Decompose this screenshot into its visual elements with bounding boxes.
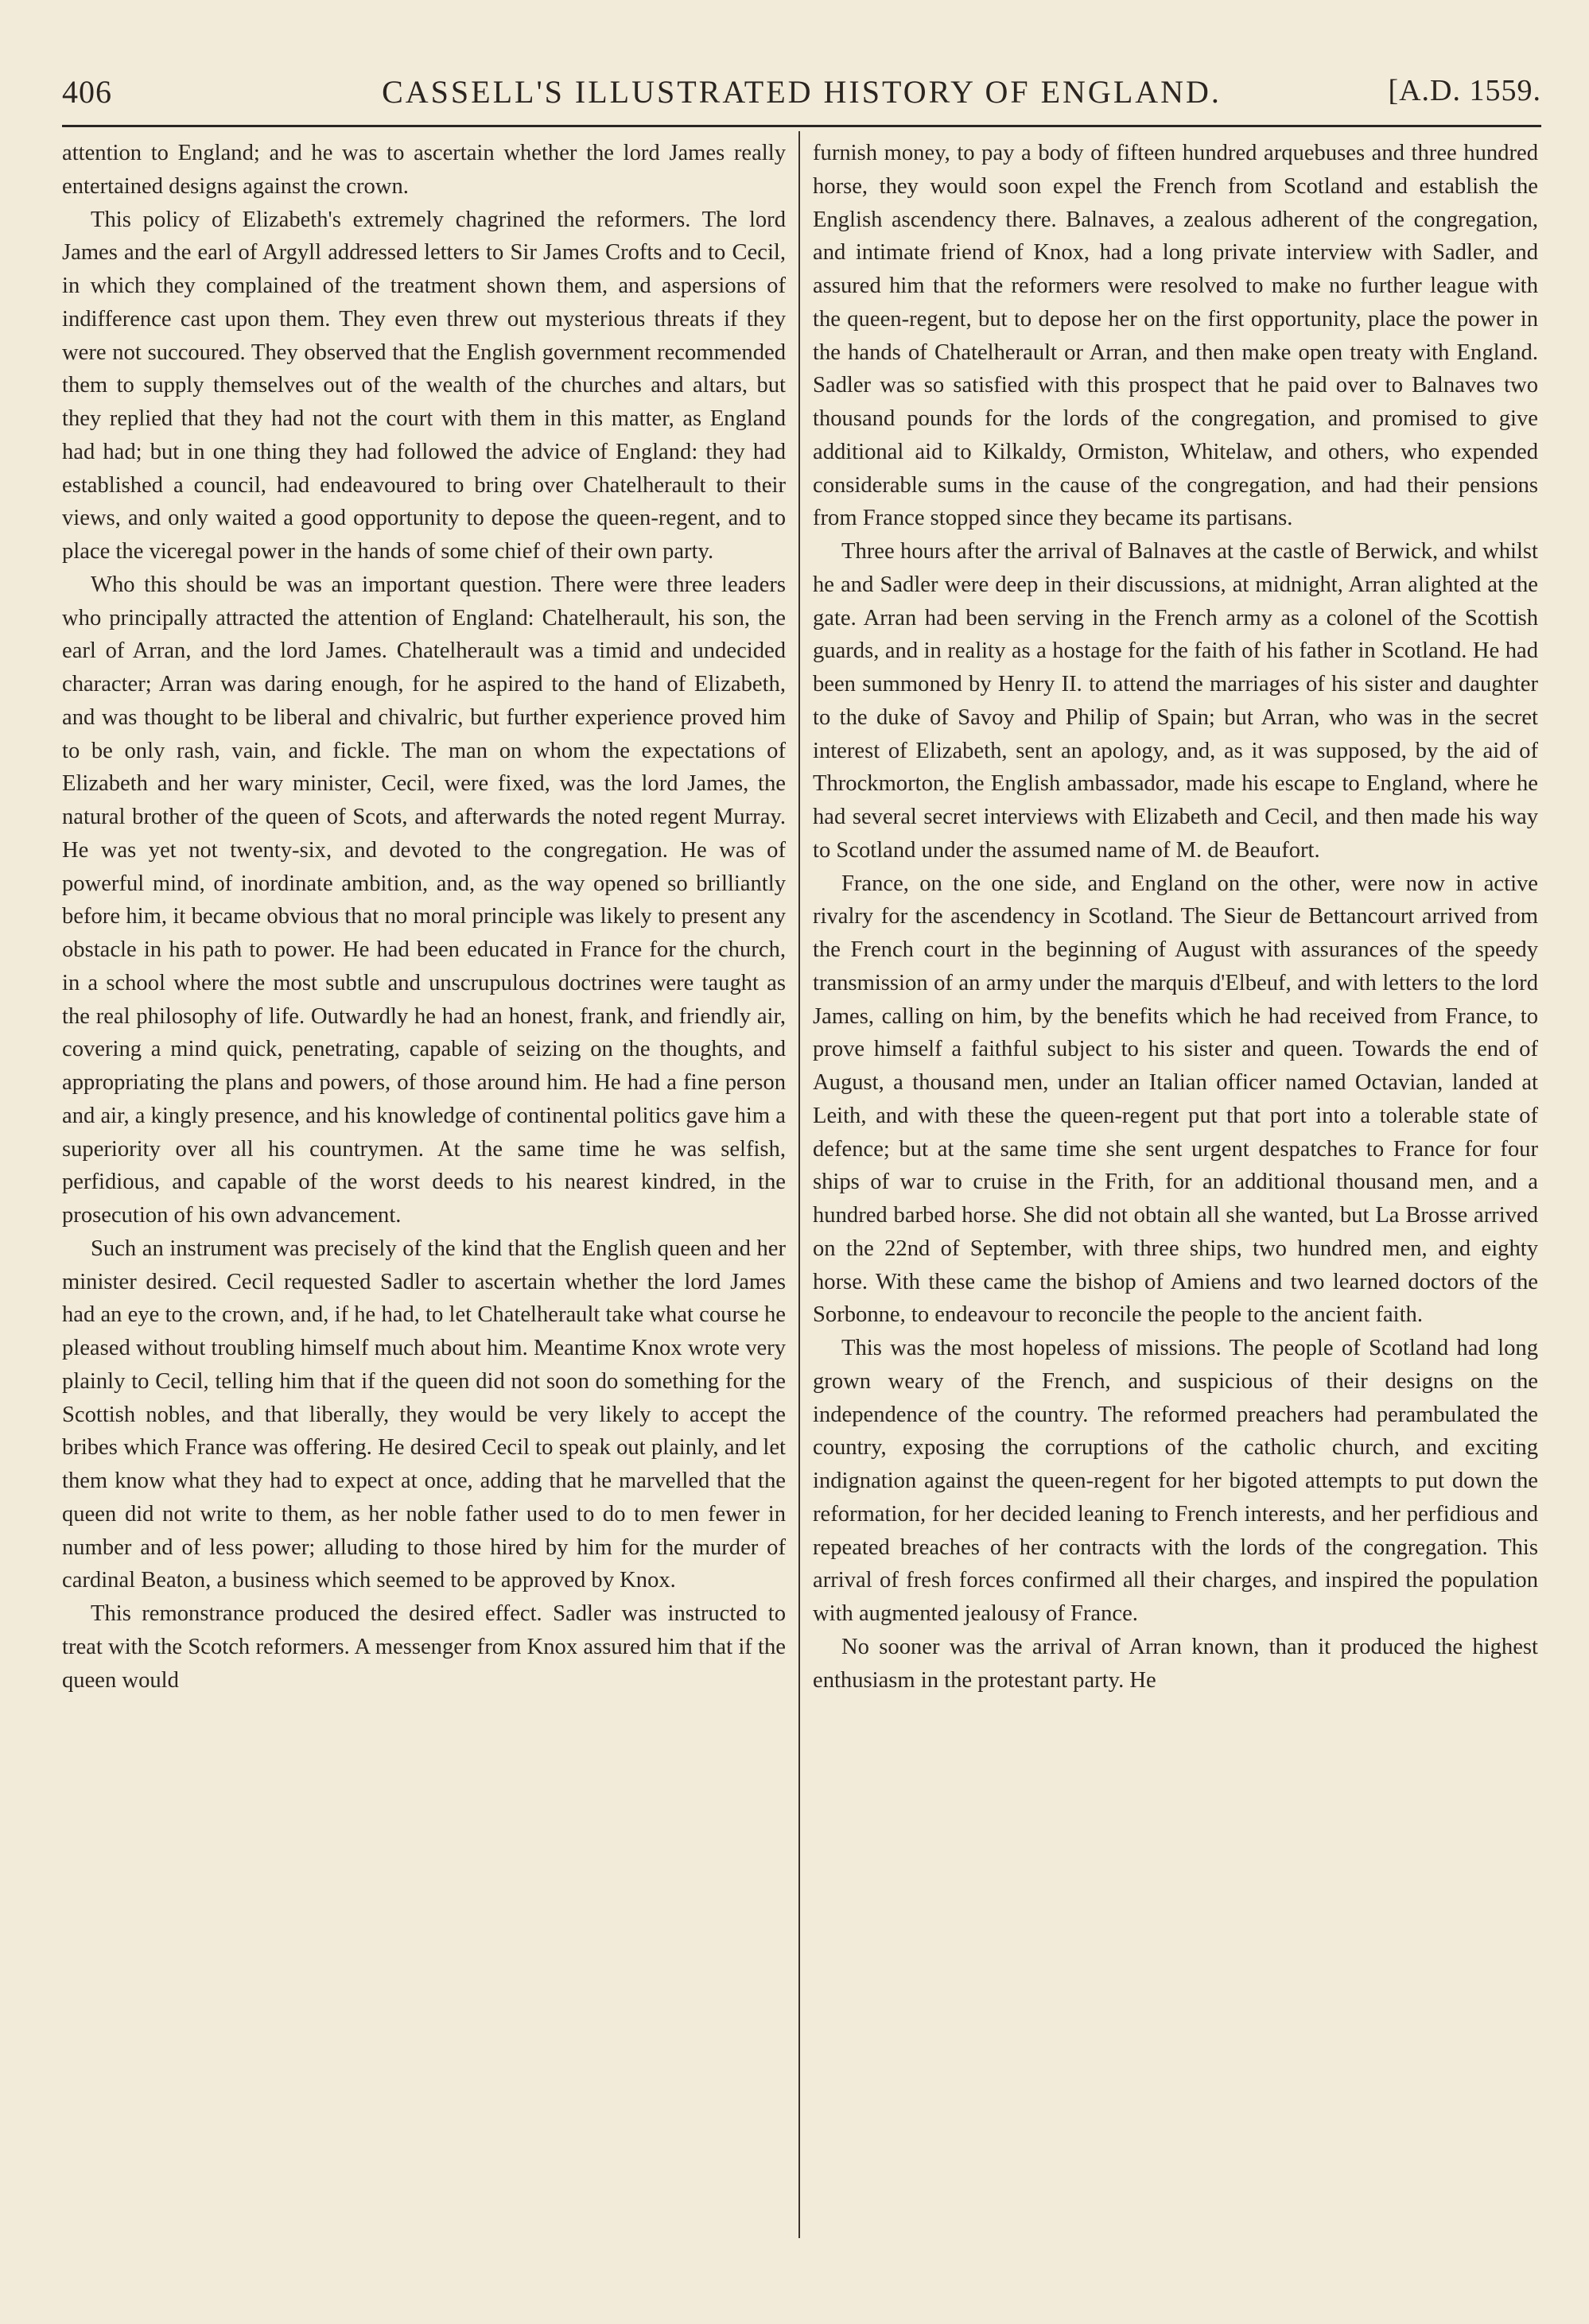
paragraph: Such an instrument was precisely of the kind that the English queen and her minister desired. Cecil requested Sadler to ascertain whether the lord James had an eye to the crown, and, if he had, to let Chatelherault take what course he pleased without troubling himself much about him. Meantime Knox wrote very plainly to Cecil, telling him that if the queen did not soon do something for the Scottish nobles, and that liberally, they would be very likely to accept the bribes which France was offering. He desired Cecil to speak out plainly, and let them know what they had to expect at once, adding that he marvelled that the queen did not write to them, as her noble father used to do to men fewer in number and of less power; alluding to those hired by him for the murder of cardinal Beaton, a business which seemed to be approved by Knox. — [62, 1236, 786, 1593]
book-title: CASSELL'S ILLUSTRATED HISTORY OF ENGLAND. — [382, 74, 1222, 110]
running-header — [62, 73, 1541, 121]
page-number: 406 — [62, 74, 112, 110]
paragraph: This was the most hopeless of missions. The people of Scotland had long grown weary of the French, and suspicious of their designs on the independence of the country. The reformed preachers had perambulated the country, exposing the corruptions of the catholic church, and exciting indignation against the queen-regent for her bigoted attempts to put down the reformation, for her decided leaning to French interests, and her perfidious and repeated breaches of her contracts with the lords of the congregation. This arrival of fresh forces confirmed all their charges, and inspired the population with augmented jealousy of France. — [813, 1336, 1538, 1626]
header-date: [A.D. 1559. — [1388, 74, 1541, 107]
paragraph: Who this should be was an important question. There were three leaders who principally attracted the attention of England: Chatelherault, his son, the earl of Arran, and the lord James. Chatelherault was a timid and undecided character; Arran was daring enough, for he aspired to the hand of Elizabeth, and was thought to be liberal and chivalric, but further experience proved him to be only rash, vain, and fickle. The man on whom the expectations of Elizabeth and her wary minister, Cecil, were fixed, was the lord James, the natural brother of the queen of Scots, and afterwards the noted regent Murray. He was yet not twenty-six, and devoted to the congregation. He was of powerful mind, of inordinate ambition, and, as the way opened so brilliantly before him, it became obvious that no moral principle was likely to present any obstacle in his path to power. He had been educated in France for the church, in a school where the most subtle and unscrupulous doctrines were taught as the real philosophy of life. Outwardly he had an honest, frank, and friendly air, covering a mind quick, penetrating, capable of seizing on the thoughts, and appropriating the plans and powers, of those around him. He had a fine person and air, a kingly presence, and his knowledge of continental politics gave him a superiority over all his countrymen. At the same time he was selfish, perfidious, and capable of the worst deeds to his nearest kindred, in the prosecution of his own advancement. — [62, 572, 786, 1228]
paragraph: France, on the one side, and England on the other, were now in active rivalry for the ascendency in Scotland. The Sieur de Bettancourt arrived from the French court in the beginning of August with assurances of the speedy transmission of an army under the marquis d'Elbeuf, and with letters to the lord James, calling on him, by the benefits which he had received from France, to prove himself a faithful subject to his sister and queen. Towards the end of August, a thousand men, under an Italian officer named Octavian, landed at Leith, and with these the queen-regent put that port into a tolerable state of defence; but at the same time she sent urgent despatches to France for four ships of war to cruise in the Frith, for an additional thousand men, and a hundred barbed horse. She did not obtain all she wanted, but La Brosse arrived on the 22nd of September, with three ships, two hundred men, and eighty horse. With these came the bishop of Amiens and two learned doctors of the Sorbonne, to endeavour to reconcile the people to the ancient faith. — [813, 871, 1538, 1328]
header-rule — [62, 125, 1541, 127]
paragraph: Three hours after the arrival of Balnaves at the castle of Berwick, and whilst he and Sadler were deep in their discussions, at midnight, Arran alighted at the gate. Arran had been serving in the French army as a colonel of the Scottish guards, and in reality as a hostage for the faith of his father in Scotland. He had been summoned by Henry II. to attend the marriages of his sister and daughter to the duke of Savoy and Philip of Spain; but Arran, who was in the secret interest of Elizabeth, sent an apology, and, as it was supposed, by the aid of Throckmorton, the English ambassador, made his escape to England, where he had several secret interviews with Elizabeth and Cecil, and then made his way to Scotland under the assumed name of M. de Beaufort. — [813, 539, 1538, 863]
left-column — [62, 137, 786, 2303]
paragraph: No sooner was the arrival of Arran known, than it produced the highest enthusiasm in the protestant party. He — [813, 1634, 1538, 1693]
paragraph: This policy of Elizabeth's extremely chagrined the reformers. The lord James and the earl of Argyll addressed letters to Sir James Crofts and to Cecil, in which they complained of the treatment shown them, and aspersions of indifference cast upon them. They even threw out mysterious threats if they were not succoured. They observed that the English government recommended them to supply themselves out of the wealth of the churches and altars, but they replied that they had not the court with them in this matter, as England had had; but in one thing they had followed the advice of England: they had established a council, had endeavoured to bring over Chatelherault to their views, and only waited a good opportunity to depose the queen-regent, and to place the viceregal power in the hands of some chief of their own party. — [62, 207, 786, 564]
paragraph: attention to England; and he was to ascertain whether the lord James really entertained designs against the crown. — [62, 141, 786, 199]
right-column — [813, 137, 1538, 2303]
paragraph: furnish money, to pay a body of fifteen hundred arquebuses and three hundred horse, they would soon expel the French from Scotland and establish the English ascendency there. Balnaves, a zealous adherent of the congregation, and intimate friend of Knox, had a long private interview with Sadler, and assured him that the reformers were resolved to make no further league with the queen-regent, but to depose her on the first opportunity, place the power in the hands of Chatelherault or Arran, and then make open treaty with England. Sadler was so satisfied with this prospect that he paid over to Balnaves two thousand pounds for the lords of the congregation, and promised to give additional aid to Kilkaldy, Ormiston, Whitelaw, and others, who expended considerable sums in the cause of the congregation, and had their pensions from France stopped since they became its partisans. — [813, 141, 1538, 531]
column-divider — [798, 131, 800, 2238]
paragraph: This remonstrance produced the desired effect. Sadler was instructed to treat with the Scotch reformers. A messenger from Knox assured him that if the queen would — [62, 1601, 786, 1693]
